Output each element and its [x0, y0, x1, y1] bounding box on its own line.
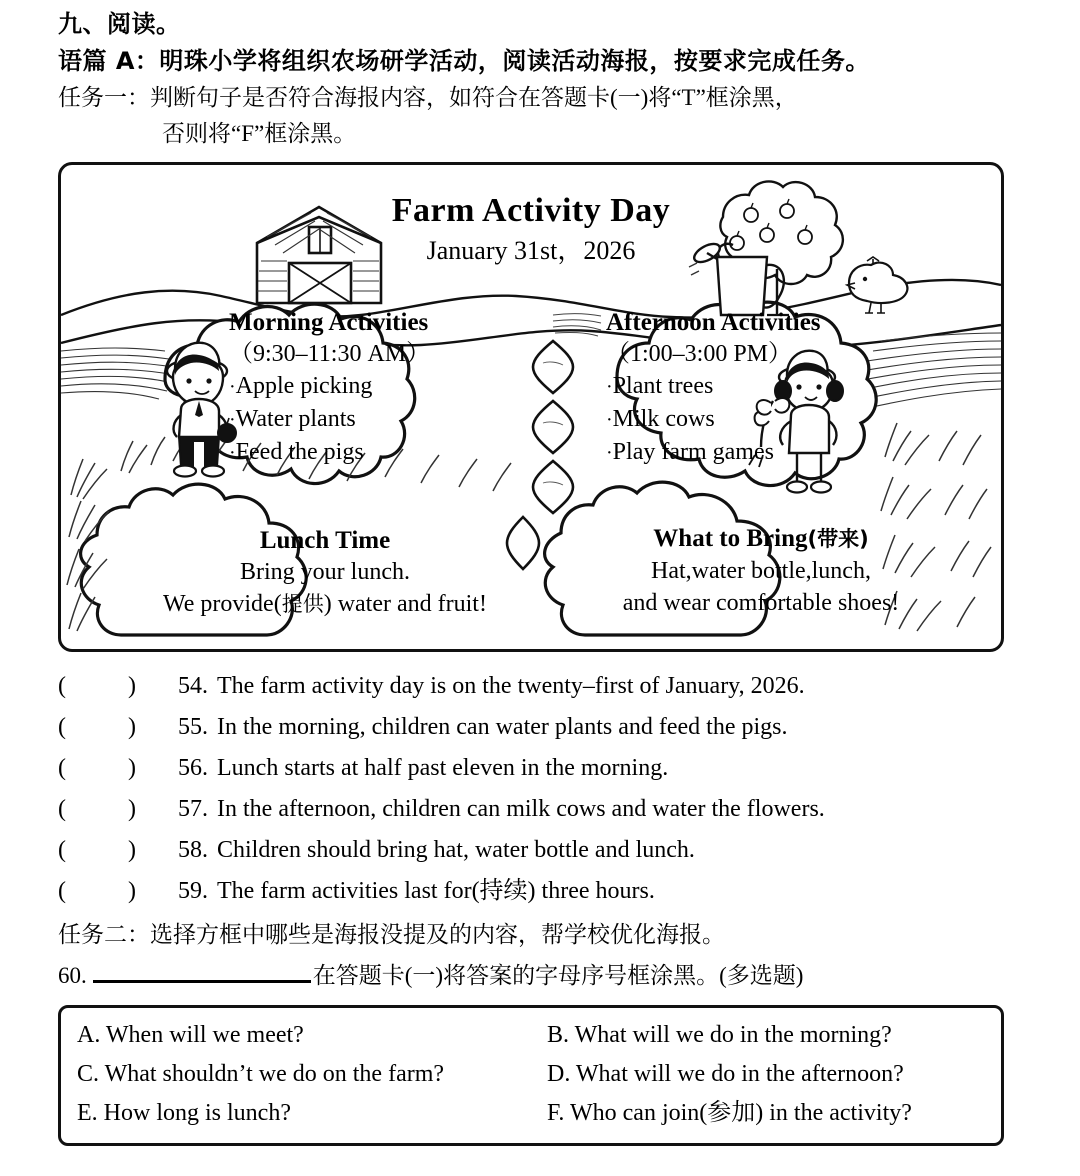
passage-label: 语篇 A：明珠小学将组织农场研学活动，阅读活动海报，按要求完成任务。	[58, 47, 870, 75]
afternoon-item-1-text: Plant trees	[612, 373, 714, 399]
tf-question-54	[58, 666, 1022, 707]
morning-heading: Morning Activities	[229, 309, 429, 336]
lunch-line-2-b: ) water and fruit!	[323, 591, 487, 617]
question-60-answer-blank[interactable]	[93, 958, 311, 983]
answer-paren-55[interactable]: ( )	[58, 714, 136, 740]
task-one-line-1: 任务一：判断句子是否符合海报内容，如符合在答题卡(一)将“T”框涂黑，	[58, 85, 798, 110]
tf-question-59	[58, 871, 1022, 912]
tf-question-58	[58, 830, 1022, 871]
answer-paren-57[interactable]: ( )	[58, 796, 136, 822]
question-60-row	[58, 954, 1022, 998]
bring-line-1: Hat,water bottle,lunch,	[651, 558, 871, 584]
afternoon-item-3: ·Play farm games	[606, 439, 774, 465]
tf-number-59: 59.	[178, 878, 208, 904]
tf-question-55	[58, 707, 1022, 748]
bring-heading-en: What to Bring	[653, 525, 808, 552]
poster-title-block	[61, 191, 1001, 269]
options-row-2	[77, 1055, 985, 1094]
tf-number-57: 57.	[178, 796, 208, 822]
poster-text-layer	[61, 165, 1001, 649]
tf-number-58: 58.	[178, 837, 208, 863]
tf-text-55: In the morning, children can water plants and feed the pigs.	[217, 714, 788, 740]
poster-title: Farm Activity Day	[391, 192, 671, 229]
morning-item-1: ·Apple picking	[229, 373, 373, 399]
task-two-instruction: 任务二：选择方框中哪些是海报没提及的内容，帮学校优化海报。	[58, 922, 725, 947]
option-b[interactable]: B. What will we do in the morning?	[547, 1022, 892, 1048]
tf-question-56	[58, 748, 1022, 789]
afternoon-item-2: ·Milk cows	[606, 406, 715, 432]
morning-item-3: ·Feed the pigs	[229, 439, 364, 465]
tf-text-58: Children should bring hat, water bottle and lunch.	[217, 837, 695, 863]
tf-question-57	[58, 789, 1022, 830]
tf-text-57: In the afternoon, children can milk cows and water the flowers.	[217, 796, 825, 822]
afternoon-item-3-text: Play farm games	[612, 439, 774, 465]
tf-number-54: 54.	[178, 673, 208, 699]
afternoon-time: （1:00–3:00 PM）	[606, 341, 793, 367]
afternoon-heading: Afternoon Activities	[606, 309, 821, 336]
what-to-bring-block	[561, 523, 961, 619]
true-false-question-list	[58, 666, 1022, 912]
tf-number-55: 55.	[178, 714, 208, 740]
question-60-instruction: 在答题卡(一)将答案的字母序号框涂黑。(多选题)	[312, 963, 804, 988]
tf-number-56: 56.	[178, 755, 208, 781]
lunch-line-2-cn: 提供	[281, 592, 324, 616]
poster-date: January 31st，2026	[426, 236, 636, 265]
morning-time: （9:30–11:30 AM）	[229, 341, 431, 367]
options-row-3	[77, 1094, 985, 1133]
morning-activities-block	[229, 307, 529, 469]
options-box	[58, 1005, 1004, 1146]
afternoon-activities-block	[606, 307, 926, 469]
options-row-1	[77, 1016, 985, 1055]
tf-text-56: Lunch starts at half past eleven in the morning.	[217, 755, 669, 781]
bring-line-2: and wear comfortable shoes!	[622, 590, 900, 616]
afternoon-item-1: ·Plant trees	[606, 373, 714, 399]
lunch-line-1: Bring your lunch.	[240, 559, 410, 585]
morning-item-1-text: Apple picking	[235, 373, 373, 399]
morning-item-2-text: Water plants	[235, 406, 356, 432]
lunch-line-2	[115, 588, 535, 620]
afternoon-item-2-text: Milk cows	[612, 406, 715, 432]
bring-heading-cn: (带来)	[807, 527, 869, 551]
tf-text-54: The farm activity day is on the twenty–first of January, 2026.	[217, 673, 805, 699]
farm-activity-poster	[58, 162, 1004, 652]
task-one-line-2: 否则将“F”框涂黑。	[162, 121, 357, 146]
bring-heading	[561, 523, 961, 555]
question-60-number: 60.	[58, 963, 87, 988]
morning-item-3-text: Feed the pigs	[235, 439, 364, 465]
answer-paren-58[interactable]: ( )	[58, 837, 136, 863]
lunch-heading: Lunch Time	[259, 527, 391, 554]
answer-paren-56[interactable]: ( )	[58, 755, 136, 781]
option-d[interactable]: D. What will we do in the afternoon?	[547, 1061, 904, 1087]
option-a[interactable]: A. When will we meet?	[77, 1022, 304, 1048]
option-f[interactable]: F. Who can join(参加) in the activity?	[547, 1100, 912, 1126]
option-e[interactable]: E. How long is lunch?	[77, 1100, 291, 1126]
morning-item-2: ·Water plants	[229, 406, 356, 432]
lunch-time-block	[115, 525, 535, 620]
section-heading: 九、阅读。	[58, 10, 181, 38]
option-c[interactable]: C. What shouldn’t we do on the farm?	[77, 1061, 445, 1087]
lunch-line-2-a: We provide(	[163, 591, 282, 617]
tf-text-59: The farm activities last for(持续) three hours.	[217, 878, 655, 904]
answer-paren-59[interactable]: ( )	[58, 878, 136, 904]
answer-paren-54[interactable]: ( )	[58, 673, 136, 699]
